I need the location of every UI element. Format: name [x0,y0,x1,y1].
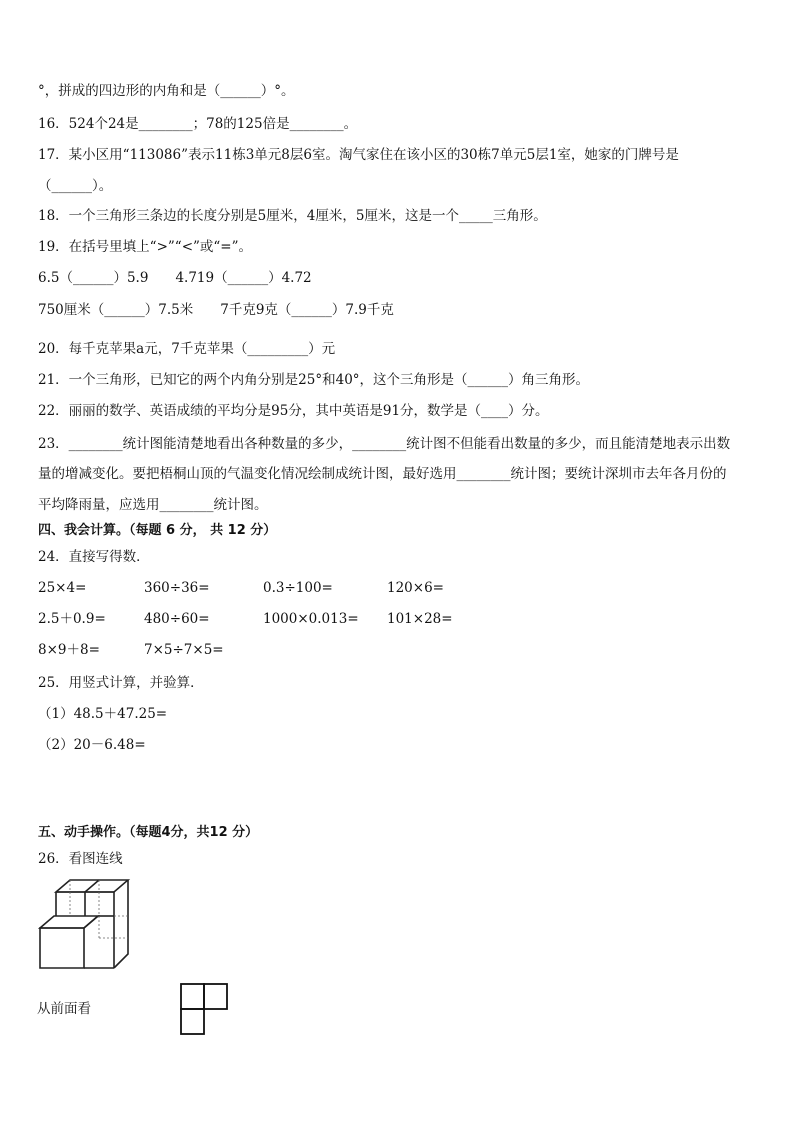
calc-item: 1000×0.013= [263,611,359,627]
section-4-heading: 四、我会计算。（每题 6 分， 共 12 分） [38,523,277,538]
calc-item: 101×28= [387,611,453,627]
front-view-shape [179,982,229,1036]
calc-item: 7×5÷7×5= [144,642,224,658]
question-23-line3: 平均降雨量，应选用________统计图。 [38,497,268,513]
question-18: 18．一个三角形三条边的长度分别是5厘米，4厘米，5厘米，这是一个_____三角形。 [38,208,547,224]
section-5-heading: 五、动手操作。（每题4分，共12 分） [38,825,259,840]
question-25: 25．用竖式计算，并验算． [38,675,204,691]
question-19-row2: 750厘米（______）7.5米 7千克9克（______）7.9千克 [38,302,394,318]
calc-item: 360÷36= [144,580,210,596]
question-23-line2: 量的增减变化。要把梧桐山顶的气温变化情况绘制成统计图，最好选用________统计图；要统计深圳市去年各月份的 [38,466,727,482]
question-20: 20．每千克苹果a元，7千克苹果（_________）元 [38,341,336,357]
front-view-label: 从前面看 [37,1001,91,1017]
question-21: 21．一个三角形，已知它的两个内角分别是25°和40°，这个三角形是（______）角三角形。 [38,372,590,388]
calc-item: 25×4= [38,580,87,596]
question-25-part1: （1）48.5＋47.25= [38,706,168,722]
question-19: 19．在括号里填上“>”“<”或“=”。 [38,239,253,255]
calc-item: 8×9＋8= [38,642,100,658]
question-22: 22．丽丽的数学、英语成绩的平均分是95分，其中英语是91分，数学是（____）分。 [38,403,549,419]
question-23-line1: 23．________统计图能清楚地看出各种数量的多少，________统计图不但能看出数量的多少，而且能清楚地表示出数 [38,436,731,452]
cube-stack-figure [38,876,134,974]
calc-item: 2.5＋0.9= [38,611,106,627]
question-17-line1: 17．某小区用“113086”表示11栋3单元8层6室。淘气家住在该小区的30栋7单元5层1室，她家的门牌号是 [38,147,679,163]
calc-item: 480÷60= [144,611,210,627]
calc-item: 120×6= [387,580,444,596]
question-25-part2: （2）20－6.48= [38,737,146,753]
question-17-line2: （______）。 [38,178,113,194]
calc-item: 0.3÷100= [263,580,333,596]
question-19-row1: 6.5（______）5.9 4.719（______）4.72 [38,270,312,286]
question-24: 24．直接写得数． [38,549,150,565]
q15-tail: °，拼成的四边形的内角和是（______）°。 [38,83,295,99]
question-26: 26．看图连线 [38,851,123,867]
question-16: 16．524个24是________；78的125倍是________。 [38,116,358,132]
